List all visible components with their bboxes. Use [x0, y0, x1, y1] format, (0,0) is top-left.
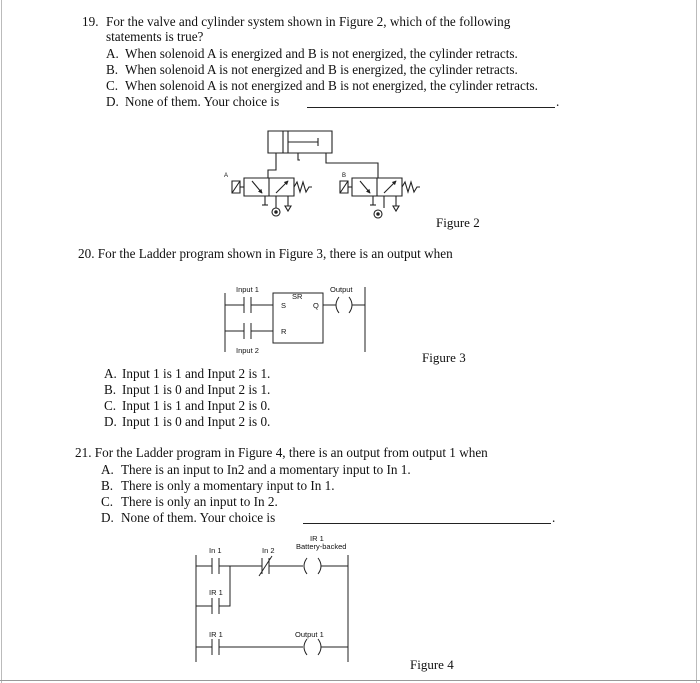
q19-answer-period: . [556, 94, 560, 109]
output1-label: Output 1 [295, 630, 324, 639]
in2-label: In 2 [262, 546, 275, 555]
ir1-coil [304, 558, 307, 574]
q19-option-c-text: When solenoid A is not energized and B is not energized, the cylinder retracts. [125, 78, 538, 93]
figure-2-caption: Figure 2 [436, 215, 480, 230]
ir1-coil-label-line1: IR 1 [310, 534, 324, 543]
q21-option-b-text: There is only a momentary input to In 1. [121, 478, 335, 493]
q21-option-c-letter: C. [101, 494, 114, 509]
q20-option-d-letter: D. [104, 414, 117, 429]
q20-option-b-text: Input 1 is 0 and Input 2 is 1. [122, 382, 271, 397]
q20-option-a-letter: A. [104, 366, 117, 381]
ir1-coil-label-line2: Battery-backed [296, 542, 347, 551]
solenoid-a-label: A [224, 173, 229, 179]
sr-pin-r: R [281, 327, 287, 336]
q20-option-d-text: Input 1 is 0 and Input 2 is 0. [122, 414, 271, 429]
q20-stem: 20. For the Ladder program shown in Figure 3, there is an output when [78, 246, 453, 261]
q21-option-d-text: None of them. Your choice is [121, 510, 276, 525]
figure-4-caption: Figure 4 [410, 657, 454, 672]
solenoid-b-label: B [342, 173, 347, 179]
sr-pin-s: S [281, 301, 287, 310]
q20-option-a-text: Input 1 is 1 and Input 2 is 1. [122, 366, 271, 381]
q19-option-c-letter: C. [106, 78, 119, 93]
q19-option-a-letter: A. [106, 46, 119, 61]
figure-3-caption: Figure 3 [422, 350, 466, 365]
sr-label: SR [292, 292, 303, 301]
output1-coil [304, 639, 307, 655]
ir1-contact-b-label: IR 1 [209, 630, 223, 639]
q19-stem-line2: statements is true? [106, 29, 204, 44]
q21-option-a-text: There is an input to In2 and a momentary input to In 1. [121, 462, 411, 477]
q21-option-b-letter: B. [101, 478, 114, 493]
q19-option-b-text: When solenoid A is not energized and B is energized, the cylinder retracts. [125, 62, 518, 77]
q19-option-d-text: None of them. Your choice is [125, 94, 280, 109]
ir1-contact-a-label: IR 1 [209, 588, 223, 597]
q21-option-d-letter: D. [101, 510, 114, 525]
q21-answer-period: . [552, 510, 556, 525]
input2-label: Input 2 [236, 346, 259, 355]
q21-option-a-letter: A. [101, 462, 114, 477]
in1-label: In 1 [209, 546, 222, 555]
q21-stem: 21. For the Ladder program in Figure 4, there is an output from output 1 when [75, 445, 488, 460]
q20-option-c-letter: C. [104, 398, 117, 413]
q19-stem-line1: For the valve and cylinder system shown in Figure 2, which of the following [106, 14, 511, 29]
q20-option-b-letter: B. [104, 382, 117, 397]
input1-label: Input 1 [236, 285, 259, 294]
q19-option-d-letter: D. [106, 94, 119, 109]
q19-number: 19. [82, 14, 99, 29]
q20-option-c-text: Input 1 is 1 and Input 2 is 0. [122, 398, 271, 413]
q21-option-c-text: There is only an input to In 2. [121, 494, 278, 509]
sr-pin-q: Q [313, 301, 319, 310]
q19-option-b-letter: B. [106, 62, 119, 77]
q19-option-a-text: When solenoid A is energized and B is not energized, the cylinder retracts. [125, 46, 518, 61]
output-label: Output [330, 285, 353, 294]
